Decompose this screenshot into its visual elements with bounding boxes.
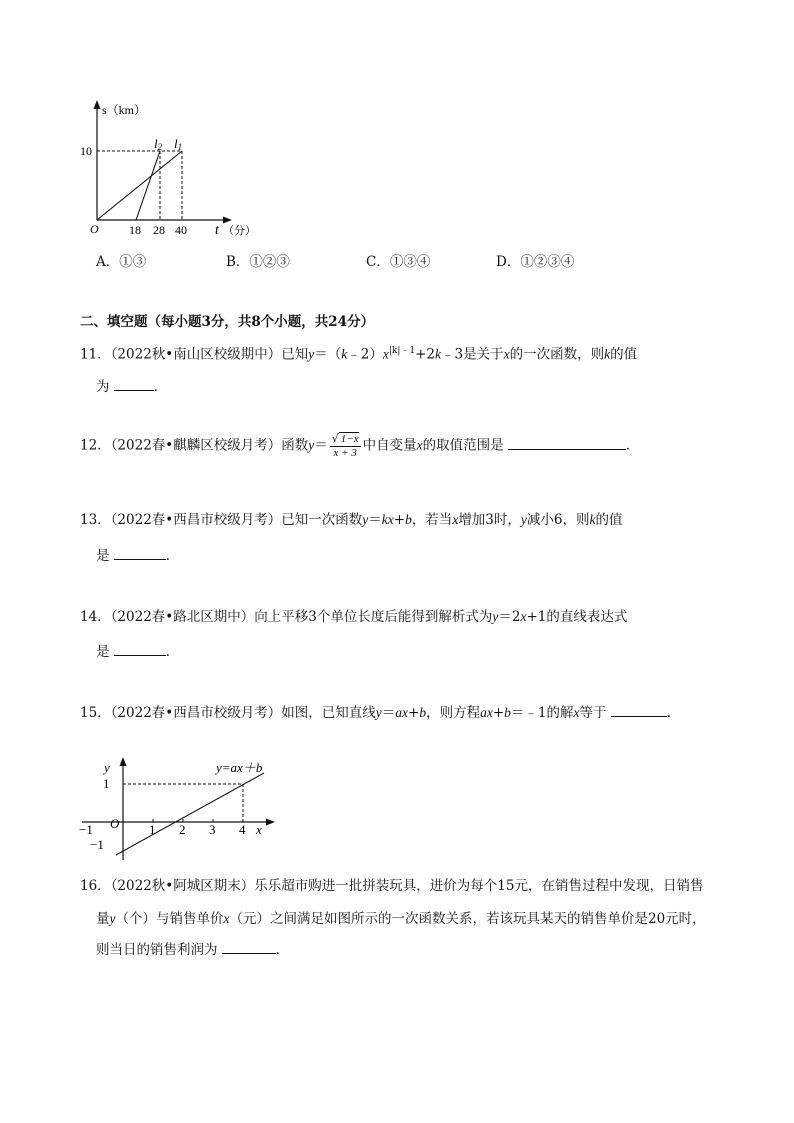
question-16-line2: 量y（个）与销售单价x（元）之间满足如图所示的一次函数关系，若该玩具某天的销售单价是20元时，	[96, 911, 706, 927]
graph2-y-label: y	[104, 760, 110, 775]
question-12: 12．（2022春•麒麟区校级月考）函数y＝ $\frac{√ 1-x}{x + 3}$ 中自变量x的取值范围是 ．	[80, 432, 640, 459]
graph1-x-var: t	[215, 223, 219, 236]
question-13-line2: 是 ．	[96, 548, 180, 564]
question-16-line3: 则当日的销售利润为 ．	[96, 942, 290, 958]
graph1-x-tick-28: 28	[153, 223, 165, 236]
question-13: 13．（2022春•西昌市校级月考）已知一次函数y＝kx+b，若当x增加3时，y减小6，则k的值	[80, 512, 623, 528]
q14-answer-blank[interactable]	[114, 643, 166, 656]
question-14: 14．（2022春•路北区期中）向上平移3个单位长度后能得到解析式为y＝2x+1的直线表达式	[80, 609, 628, 625]
question-15: 15．（2022春•西昌市校级月考）如图，已知直线y＝ax+b，则方程ax+b＝﹣1的解x等于 ．	[80, 705, 681, 721]
q12-fraction: $\frac{√ 1-x}{x + 3}$	[331, 432, 359, 459]
graph1-y-arrow	[94, 100, 101, 109]
graph2-origin: O	[110, 816, 120, 831]
q13-answer-blank[interactable]	[114, 547, 166, 560]
question-16: 16．（2022秋•阿城区期末）乐乐超市购进一批拼装玩具，进价为每个15元，在销售过程中发现，日销售	[80, 878, 704, 894]
option-b[interactable]: B．①②③	[226, 254, 290, 270]
question-11-line2: 为 ．	[96, 379, 168, 395]
graph1-origin: O	[90, 222, 99, 236]
graph2-x-tick-2: 2	[179, 822, 186, 837]
graph2-x-tick-neg1: −1	[79, 822, 93, 837]
graph2-line	[116, 773, 264, 855]
graph1-label-l1: l1	[174, 136, 183, 152]
graph2-y-arrow	[120, 757, 127, 766]
graph1-x-arrow	[223, 217, 232, 224]
graph1-label-l2: l2	[154, 136, 163, 152]
graph2-x-tick-1: 1	[149, 822, 156, 837]
graph1-x-unit: （分）	[223, 225, 256, 236]
option-d[interactable]: D．①②③④	[496, 254, 575, 270]
linear-function-graph	[76, 752, 276, 864]
option-c[interactable]: C．①③④	[366, 254, 431, 270]
option-a[interactable]: A．①③	[96, 254, 147, 270]
section-title: 二、填空题（每小题3分，共8个小题，共24分）	[80, 314, 375, 330]
graph2-y-tick-1: 1	[103, 776, 110, 791]
graph2-line-label: y=ax＋b	[216, 760, 263, 775]
graph2-x-tick-4: 4	[239, 822, 246, 837]
graph1-y-label: s（km）	[102, 103, 147, 117]
q15-answer-blank[interactable]	[611, 704, 667, 717]
graph1-x-tick-40: 40	[175, 223, 187, 236]
distance-time-graph	[80, 96, 270, 236]
graph2-x-arrow	[266, 819, 275, 826]
graph1-y-tick-10: 10	[80, 144, 92, 158]
question-11: 11．（2022秋•南山区校级期中）已知$y=(k﹣2)x^{|k|﹣1}+2k﹣3$是关于x的一次函数，则k的值	[80, 346, 638, 363]
q16-answer-blank[interactable]	[222, 941, 276, 954]
graph2-x-label: x	[256, 822, 262, 837]
graph2-y-tick-neg1: −1	[90, 837, 104, 852]
graph2-x-tick-3: 3	[209, 822, 216, 837]
question-14-line2: 是 ．	[96, 644, 180, 660]
graph1-x-tick-18: 18	[129, 223, 141, 236]
q11-answer-blank[interactable]	[114, 378, 154, 391]
q12-answer-blank[interactable]	[508, 437, 626, 450]
